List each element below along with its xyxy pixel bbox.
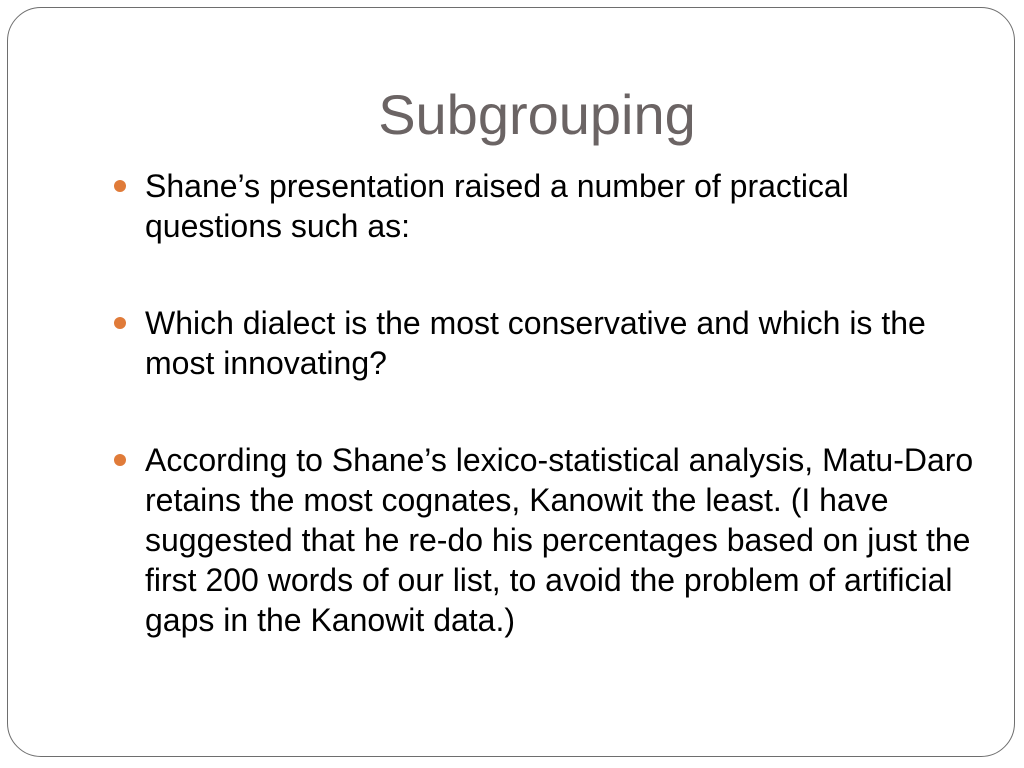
bullet-list [114, 166, 974, 697]
bullet-dot-icon [114, 180, 126, 192]
bullet-text: Shane’s presentation raised a number of practical questions such as: [145, 168, 849, 244]
bullet-item [114, 166, 974, 246]
bullet-dot-icon [114, 454, 126, 466]
bullet-dot-icon [114, 317, 126, 329]
bullet-item [114, 440, 974, 640]
bullet-item [114, 303, 974, 383]
bullet-text: Which dialect is the most conservative and which is the most innovating? [145, 305, 926, 381]
slide-title: Subgrouping [378, 83, 696, 146]
bullet-text: According to Shane’s lexico-statistical analysis, Matu-Daro retains the most cognates, Kanowit the least. (I have suggested that he re-do his percentages based on just the first 200 words of our list, to avoid the problem of artificial gaps in the Kanowit data.) [145, 442, 974, 638]
